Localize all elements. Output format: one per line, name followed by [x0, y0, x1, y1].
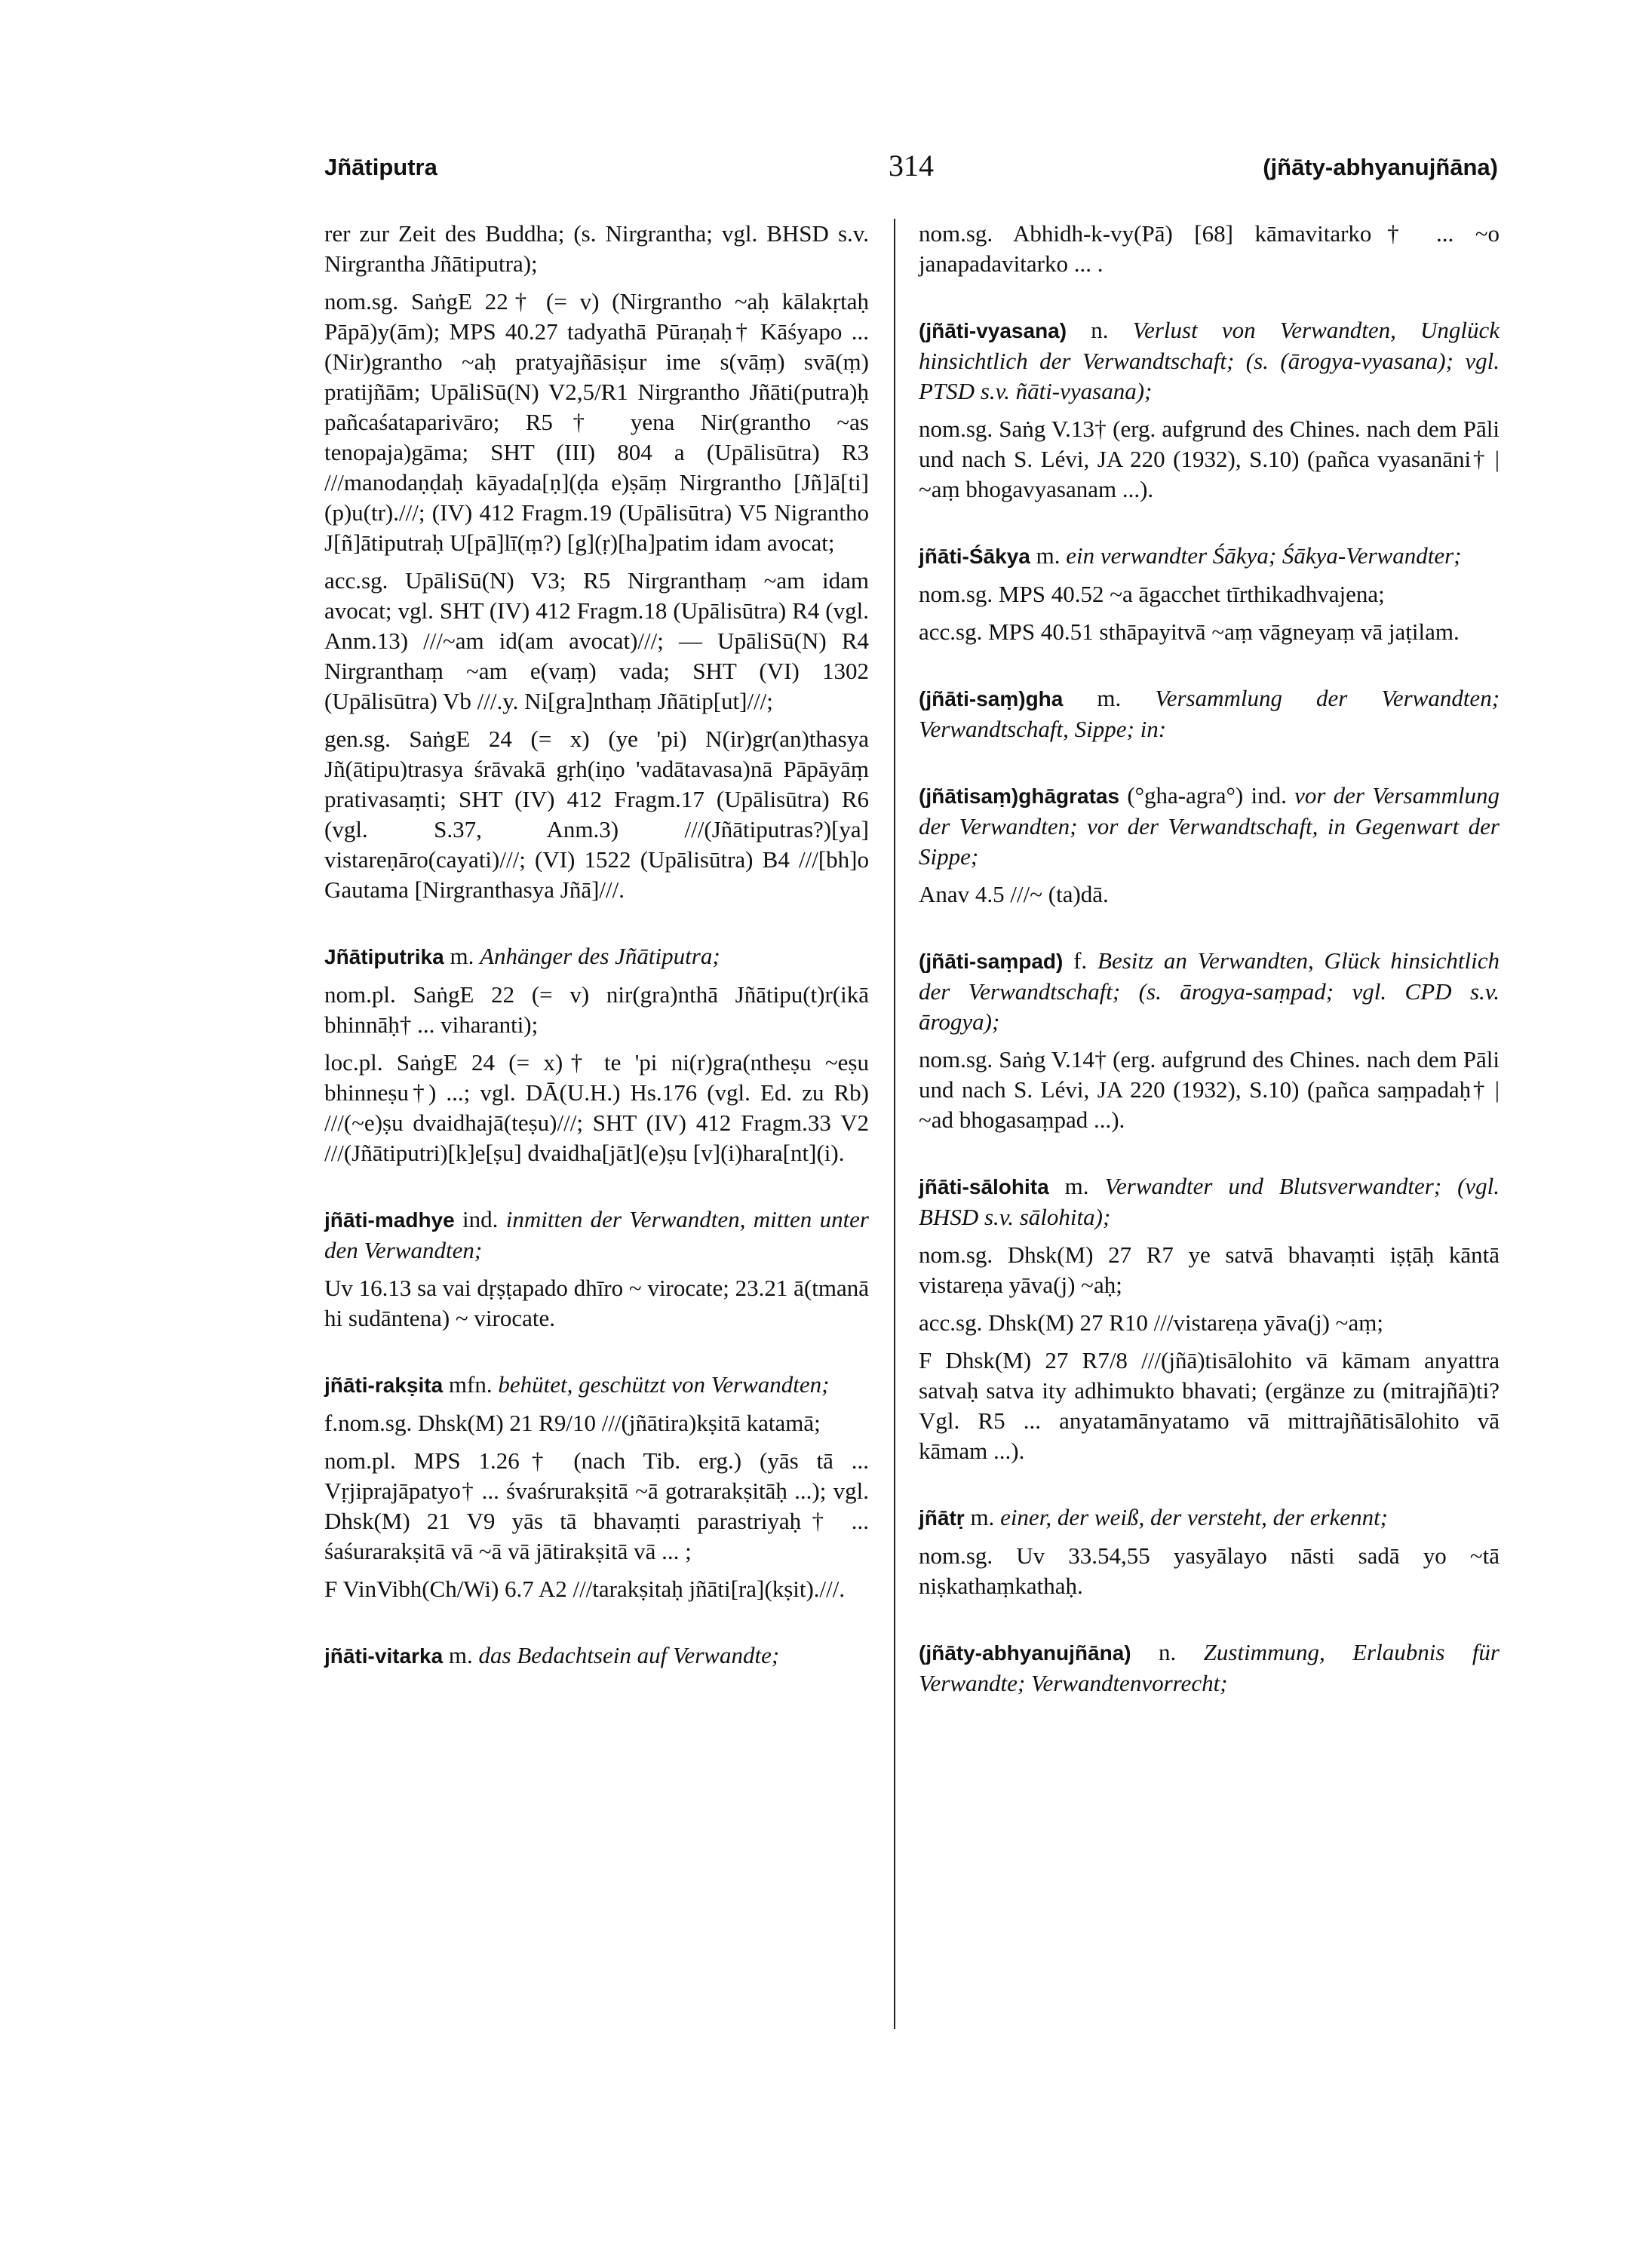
entry-head — [919, 1502, 1500, 1533]
definition: vor der Versammlung der Verwandten; vor der Verwandtschaft, in Gegenwart der Sippe; — [919, 782, 1500, 870]
headword: Jñātiputrika — [324, 945, 444, 968]
entry-head — [919, 946, 1500, 1037]
entry-text: Uv 16.13 sa vai dṛṣṭapado dhīro ~ virocate; 23.21 ā(tmanā hi sudāntena) ~ virocate. — [324, 1275, 869, 1331]
definition: Zustimmung, Erlaubnis für Verwandte; Verwandtenvorrecht; — [919, 1639, 1500, 1696]
entry-jnati-sampad — [919, 946, 1500, 1135]
definition: inmitten der Verwandten, mitten unter den Verwandten; — [324, 1206, 870, 1263]
entry-head — [919, 1171, 1500, 1232]
entry-text: Anav 4.5 ///~ (ta)dā. — [919, 881, 1109, 907]
entry-head — [324, 1205, 869, 1266]
column-divider — [894, 219, 895, 2029]
entry-text: loc.pl. SaṅgE 24 (= x)† te 'pi ni(r)gra(ntheṣu ~eṣu bhinneṣu†) ...; vgl. DĀ(U.H.) Hs.176 (vgl. Ed. zu Rb) ///(~e)ṣu dvaidhajā(teṣu)///; SHT (IV) 412 Fragm.33 V2 ///(Jñātiputri)[k]e[ṣu] dvaidha[jāt](e)ṣu [v](i)hara[nt](i). — [324, 1049, 869, 1166]
entry-head — [919, 541, 1500, 572]
left-column — [324, 219, 869, 1708]
running-head-right: (jñāty-abhyanujñāna) — [1263, 154, 1498, 180]
definition: behütet, geschützt von Verwandten; — [498, 1371, 830, 1398]
entry-text: gen.sg. SaṅgE 24 (= x) (ye 'pi) N(ir)gr(an)thasya Jñ(ātipu)trasya śrāvakā gṛh(iṇo 'vadātavasa)nā Pāpāyāṃ prativasaṃti; SHT (IV) 412 Fragm.17 (Upālisūtra) R6 (vgl. S.37, Anm.3) ///(Jñātiputras?)[ya] vistareṇāro(cayati)///; (VI) 1522 (Upālisūtra) B4 ///[bh]o Gautama [Nirgranthasya Jñā]///. — [324, 726, 869, 903]
gender: m. — [450, 943, 474, 969]
headword: (jñāti-saṃ)gha — [919, 687, 1064, 710]
headword: (jñāti-vyasana) — [919, 319, 1067, 342]
entry-jnatiputra-continued — [324, 219, 869, 905]
definition: einer, der weiß, der versteht, der erkennt; — [1000, 1504, 1388, 1530]
definition: Versammlung der Verwandten; Verwandtschaft, Sippe; in: — [919, 685, 1500, 742]
entry-head — [324, 1370, 869, 1401]
entry-jnatr — [919, 1502, 1500, 1601]
headword: jñāti-vitarka — [324, 1644, 444, 1668]
gender: m. — [1036, 542, 1061, 569]
gender: ind. — [1251, 782, 1287, 809]
headword: jñāti-Śākya — [919, 545, 1030, 568]
gender: mfn. — [448, 1371, 493, 1398]
entry-head — [919, 781, 1500, 872]
definition: ein verwandter Śākya; Śākya-Verwandter; — [1066, 542, 1462, 569]
headword: (jñāty-abhyanujñāna) — [919, 1641, 1131, 1665]
entry-jnati-vyasana — [919, 315, 1500, 505]
entry-head — [324, 941, 869, 972]
entry-text: nom.sg. Uv 33.54,55 yasyālayo nāsti sadā yo ~tā niṣkathaṃkathaḥ. — [919, 1542, 1500, 1599]
definition: Anhänger des Jñātiputra; — [480, 943, 720, 969]
entry-text: nom.pl. SaṅgE 22 (= v) nir(gra)nthā Jñātipu(t)r(ikā bhinnāḥ† ... viharanti); — [324, 981, 869, 1038]
entry-jnaty-abhyanujnana — [919, 1637, 1500, 1699]
gender: ind. — [462, 1206, 499, 1232]
entry-text: nom.sg. Dhsk(M) 27 R7 ye satvā bhavaṃti iṣṭāḥ kāntā vistareṇa yāva(j) ~aḥ; — [919, 1241, 1500, 1298]
entry-text: nom.sg. Abhidh-k-vy(Pā) [68] kāmavitarko† ... ~o janapadavitarko ... . — [919, 220, 1500, 277]
gender: n. — [1159, 1639, 1177, 1665]
gender: f. — [1073, 947, 1088, 974]
entry-text: rer zur Zeit des Buddha; (s. Nirgrantha; vgl. BHSD s.v. Nirgrantha Jñātiputra); — [324, 220, 869, 277]
entry-head — [919, 1637, 1500, 1699]
etymology: (°gha-agra°) — [1127, 782, 1244, 809]
entry-jnati-salohita — [919, 1171, 1500, 1466]
entry-text: F Dhsk(M) 27 R7/8 ///(jñā)tisālohito vā kāmam anyattra satvaḥ satva ity adhimukto bhavati; (ergänze zu (mitrajñā)ti? Vgl. R5 ... anyatamānyatamo vā mittrajñātisālohito vā kāmam ...). — [919, 1347, 1500, 1464]
entry-text: acc.sg. Dhsk(M) 27 R10 ///vistareṇa yāva(j) ~aṃ; — [919, 1309, 1383, 1336]
entry-text: nom.sg. SaṅgE 22† (= v) (Nirgrantho ~aḥ kālakṛtaḥ Pāpā)y(ām); MPS 40.27 tadyathā Pūraṇaḥ† Kāśyapo ... (Nir)grantho ~aḥ pratyajñāsiṣur ime s(vāṃ) svā(ṃ) pratijñām; UpāliSū(N) V2,5/R1 Nirgrantho Jñāti(putra)ḥ pañcaśataparivāro; R5† yena Nir(grantho ~as tenopaja)gāma; SHT (III) 804 a (Upālisūtra) R3 ///manodaṇḍaḥ kāyada[ṇ](ḍa e)ṣāṃ Nirgrantho [Jñ]ā[ti](p)u(tr).///; (IV) 412 Fragm.19 (Upālisūtra) V5 Nigrantho J[ñ]ātiputraḥ U[pā]lī(ṃ?) [g](ṛ)[ha]patim idam avocat; — [324, 288, 869, 556]
entry-jnati-vitarka-continued — [919, 219, 1500, 279]
running-head-left: Jñātiputra — [324, 154, 437, 180]
entry-text: nom.sg. Saṅg V.13† (erg. aufgrund des Chines. nach dem Pāli und nach S. Lévi, JA 220 (1932), S.10) (pañca vyasanāni† | ~aṃ bhogavyasanam ...). — [919, 416, 1500, 502]
headword: jñāti-madhye — [324, 1208, 455, 1232]
page-number: 314 — [889, 149, 934, 183]
headword: jñāti-sālohita — [919, 1175, 1049, 1198]
page-header — [324, 148, 1498, 193]
gender: m. — [448, 1642, 473, 1668]
headword: (jñātisaṃ)ghāgratas — [919, 784, 1120, 808]
entry-jnati-vitarka — [324, 1640, 869, 1671]
entry-jnati-raksita — [324, 1370, 869, 1604]
entry-text: nom.pl. MPS 1.26† (nach Tib. erg.) (yās tā ... Vṛjiprajāpatyo† ... śvaśrurakṣitā ~ā gotrarakṣitāḥ ...); vgl. Dhsk(M) 21 V9 yās tā bhavaṃti parastriyaḥ† ... śaśurarakṣitā vā ~ā vā jātirakṣitā vā ... ; — [324, 1447, 869, 1564]
entry-jnati-samgha — [919, 683, 1500, 744]
entry-jnatisamghagratas — [919, 781, 1500, 910]
entry-head — [919, 315, 1500, 407]
entry-text: nom.sg. MPS 40.52 ~a āgacchet tīrthikadhvajena; — [919, 581, 1385, 607]
gender: n. — [1091, 317, 1109, 343]
definition: Verwandter und Blutsverwandter; (vgl. BHSD s.v. sālohita); — [919, 1173, 1500, 1230]
entry-head — [324, 1640, 869, 1671]
headword: jñāti-rakṣita — [324, 1373, 444, 1397]
entry-text: nom.sg. Saṅg V.14† (erg. aufgrund des Chines. nach dem Pāli und nach S. Lévi, JA 220 (1932), S.10) (pañca saṃpadaḥ† | ~ad bhogasaṃpad ...). — [919, 1046, 1500, 1133]
definition: Besitz an Verwandten, Glück hinsichtlich der Verwandtschaft; (s. ārogya-saṃpad; vgl. CPD s.v. ārogya); — [919, 947, 1500, 1035]
definition: Verlust von Verwandten, Unglück hinsichtlich der Verwandtschaft; (s. (ārogya-vyasana); vgl. PTSD s.v. ñāti-vyasana); — [919, 317, 1500, 404]
right-column — [919, 219, 1500, 1735]
headword: (jñāti-saṃpad) — [919, 950, 1064, 973]
entry-text: F VinVibh(Ch/Wi) 6.7 A2 ///tarakṣitaḥ jñāti[ra](kṣit).///. — [324, 1576, 846, 1602]
entry-jnati-sakya — [919, 541, 1500, 647]
entry-text: acc.sg. UpāliSū(N) V3; R5 Nirgranthaṃ ~am idam avocat; vgl. SHT (IV) 412 Fragm.18 (Upālisūtra) R4 (vgl. Anm.13) ///~am id(am avocat)///; — UpāliSū(N) R4 Nirgranthaṃ ~am e(vaṃ) vada; SHT (VI) 1302 (Upālisūtra) Vb ///.y. Ni[gra]nthaṃ Jñātip[ut]///; — [324, 567, 869, 714]
entry-text: acc.sg. MPS 40.51 sthāpayitvā ~aṃ vāgneyaṃ vā jaṭilam. — [919, 618, 1460, 645]
entry-head — [919, 683, 1500, 744]
headword: jñātṛ — [919, 1506, 965, 1530]
entry-text: f.nom.sg. Dhsk(M) 21 R9/10 ///(jñātira)kṣitā katamā; — [324, 1410, 821, 1436]
gender: m. — [970, 1504, 995, 1530]
gender: m. — [1097, 685, 1122, 711]
definition: das Bedachtsein auf Verwandte; — [478, 1642, 780, 1668]
entry-jnati-madhye — [324, 1205, 869, 1333]
gender: m. — [1064, 1173, 1089, 1199]
entry-jnatiputrika — [324, 941, 869, 1168]
